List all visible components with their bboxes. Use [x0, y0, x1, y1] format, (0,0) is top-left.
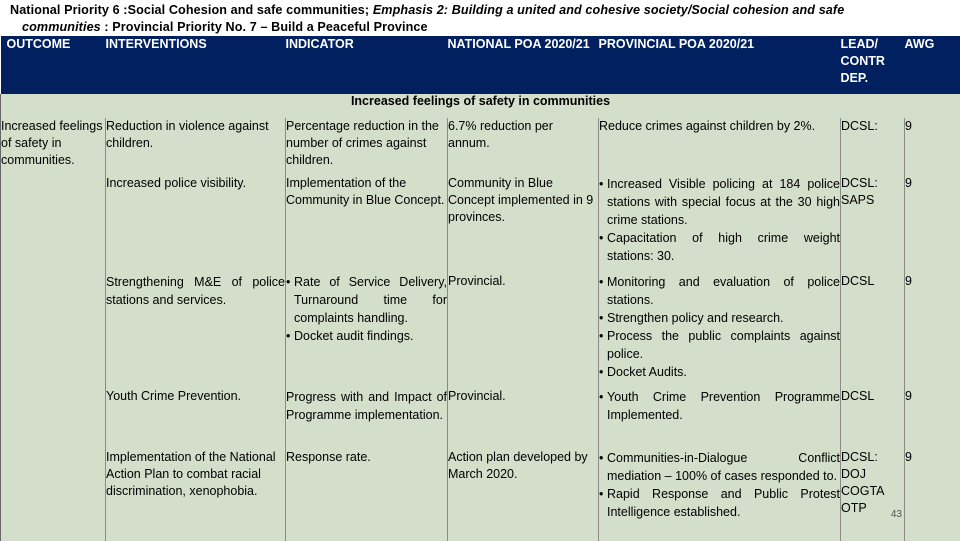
provincial-bullet: • Increased Visible policing at 184 police stations with special focus at the 30 high crime stations. — [599, 175, 840, 229]
indicator-cell — [286, 273, 448, 388]
awg-cell: 9 — [905, 449, 960, 541]
intervention-cell: Reduction in violence against children. — [106, 118, 286, 175]
lead-line: OTP — [841, 500, 904, 517]
national-cell: Provincial. — [448, 273, 599, 388]
page-number: 43 — [891, 509, 902, 520]
intervention-cell: Implementation of the National Action Plan to combat racial discrimination, xenophobia. — [106, 449, 286, 541]
col-lead-dep: LEAD/ CONTR DEP. — [841, 36, 905, 94]
header-line-1 — [10, 2, 955, 19]
intervention-cell: Strengthening M&E of police stations and services. — [106, 273, 286, 388]
header-line-2 — [22, 19, 955, 36]
provincial-cell — [599, 175, 841, 273]
lead-cell: DCSL — [841, 388, 905, 449]
national-cell: Provincial. — [448, 388, 599, 449]
provincial-cell: Reduce crimes against children by 2%. — [599, 118, 841, 175]
national-cell: Action plan developed by March 2020. — [448, 449, 599, 541]
provincial-bullet: • Capacitation of high crime weight stations: 30. — [599, 229, 840, 265]
slide-header — [10, 2, 955, 36]
col-awg: AWG — [905, 36, 960, 94]
intervention-cell: Increased police visibility. — [106, 175, 286, 273]
table-header-row — [1, 36, 960, 94]
col-national-poa: NATIONAL POA 2020/21 — [448, 36, 599, 94]
poa-table — [0, 36, 960, 541]
table-row — [1, 388, 960, 449]
provincial-bullet: • Docket Audits. — [599, 363, 840, 381]
provincial-cell — [599, 388, 841, 449]
col-outcome: OUTCOME — [1, 36, 106, 94]
section-row — [1, 94, 960, 118]
indicator-bullet: • Rate of Service Delivery, Turnaround time for complaints handling. — [286, 273, 447, 327]
provincial-bullet: • Rapid Response and Public Protest Intelligence established. — [599, 485, 840, 521]
lead-cell: DCSL: — [841, 118, 905, 175]
lead-cell — [841, 449, 905, 541]
provincial-bullet: • Strengthen policy and research. — [599, 309, 840, 327]
col-provincial-poa: PROVINCIAL POA 2020/21 — [599, 36, 841, 94]
col-indicator: INDICATOR — [286, 36, 448, 94]
lead-cell: DCSL: SAPS — [841, 175, 905, 273]
provincial-bullet: • Communities-in-Dialogue Conflict mediation – 100% of cases responded to. — [599, 449, 840, 485]
header-emphasis-cont: communities — [22, 20, 101, 34]
table-row — [1, 273, 960, 388]
col-interventions: INTERVENTIONS — [106, 36, 286, 94]
awg-cell: 9 — [905, 388, 960, 449]
table-row — [1, 118, 960, 175]
table-row — [1, 449, 960, 541]
header-priority-text: National Priority 6 :Social Cohesion and safe communities; — [10, 3, 373, 17]
provincial-bullet: • Process the public complaints against police. — [599, 327, 840, 363]
provincial-cell — [599, 273, 841, 388]
indicator-bullet: • Docket audit findings. — [286, 327, 447, 345]
lead-line: DOJ — [841, 466, 904, 483]
header-provincial-priority: : Provincial Priority No. 7 – Build a Peaceful Province — [101, 20, 428, 34]
lead-line: COGTA — [841, 483, 904, 500]
national-cell: Community in Blue Concept implemented in 9 provinces. — [448, 175, 599, 273]
header-emphasis-text: Emphasis 2: Building a united and cohesive society/Social cohesion and safe — [373, 3, 845, 17]
provincial-bullet: • Youth Crime Prevention Programme Implemented. — [599, 388, 840, 424]
table-row — [1, 175, 960, 273]
indicator-cell: Implementation of the Community in Blue Concept. — [286, 175, 448, 273]
awg-cell: 9 — [905, 175, 960, 273]
indicator-cell: Response rate. — [286, 449, 448, 541]
awg-cell: 9 — [905, 273, 960, 388]
outcome-cell: Increased feelings of safety in communities. — [1, 118, 106, 541]
provincial-cell — [599, 449, 841, 541]
provincial-bullet: • Monitoring and evaluation of police stations. — [599, 273, 840, 309]
awg-cell: 9 — [905, 118, 960, 175]
lead-line: DCSL: — [841, 449, 904, 466]
intervention-cell: Youth Crime Prevention. — [106, 388, 286, 449]
indicator-cell: Progress with and Impact of Programme implementation. — [286, 388, 448, 449]
section-title: Increased feelings of safety in communities — [1, 94, 960, 118]
lead-cell: DCSL — [841, 273, 905, 388]
indicator-cell: Percentage reduction in the number of crimes against children. — [286, 118, 448, 175]
national-cell: 6.7% reduction per annum. — [448, 118, 599, 175]
